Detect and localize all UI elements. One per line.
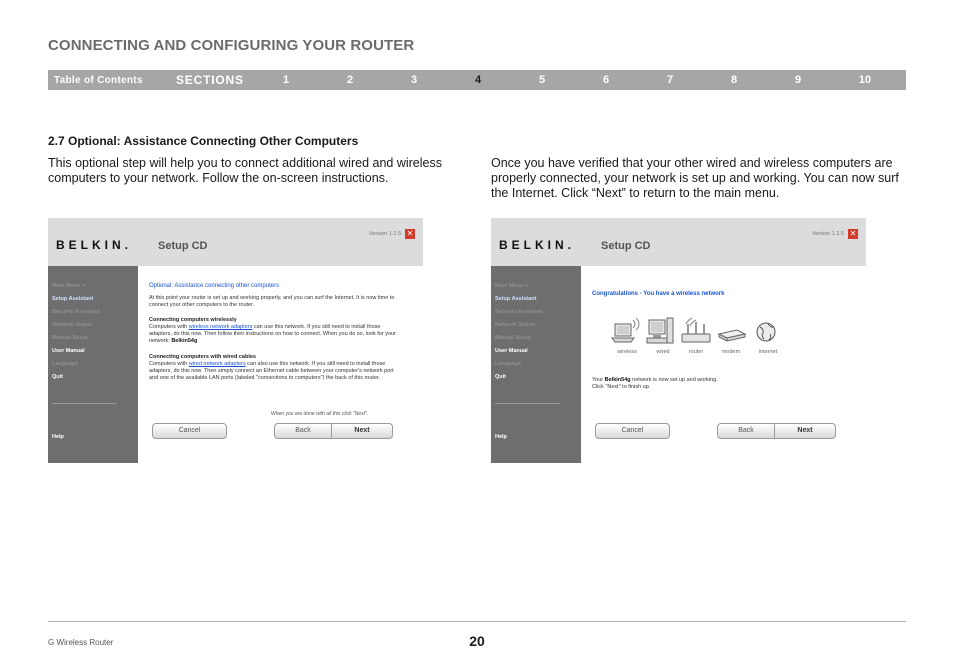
label-wireless: wireless — [617, 349, 637, 355]
sidebar-item-setup-assistant[interactable]: Setup Assistant — [52, 296, 94, 302]
sidebar-item-help[interactable]: Help — [495, 434, 507, 440]
status-text — [592, 377, 847, 384]
nav-section-6[interactable]: 6 — [602, 74, 610, 86]
sidebar-item-network-status[interactable]: Network Status — [52, 322, 93, 328]
nav-sections-label: SECTIONS — [176, 73, 244, 87]
nav-section-3[interactable]: 3 — [410, 74, 418, 86]
nav-section-4[interactable]: 4 — [474, 74, 482, 86]
back-button[interactable]: Back — [274, 423, 332, 439]
cancel-button[interactable]: Cancel — [152, 423, 227, 439]
setup-cd-title: Setup CD — [158, 240, 208, 252]
sidebar-item-language[interactable]: Language — [52, 361, 78, 367]
content-title: Optional: Assistance connecting other computers — [149, 283, 280, 289]
setup-sidebar — [48, 266, 138, 463]
label-internet: internet — [758, 349, 778, 355]
wired-heading: Connecting computers with wired cables — [149, 354, 256, 360]
sidebar-item-network-status[interactable]: Network Status — [495, 322, 536, 328]
next-button[interactable]: Next — [774, 423, 836, 439]
sidebar-item-security-assistant[interactable]: Security Assistant — [52, 309, 100, 315]
nav-section-9[interactable]: 9 — [794, 74, 802, 86]
nav-section-7[interactable]: 7 — [666, 74, 674, 86]
next-button[interactable]: Next — [331, 423, 393, 439]
footer-product: G Wireless Router — [48, 638, 114, 647]
setup-window-header — [48, 218, 423, 266]
setup-cd-title: Setup CD — [601, 240, 651, 252]
label-wired: wired — [656, 349, 670, 355]
next-note: When you are done with all this click "Next". — [271, 411, 369, 417]
sidebar-item-setup-assistant[interactable]: Setup Assistant — [495, 296, 537, 302]
network-name: Belkin54g — [171, 338, 198, 344]
sidebar-item-main-menu[interactable]: Main Menu > — [495, 283, 529, 289]
network-name: Belkin54g — [604, 377, 631, 383]
wireless-heading: Connecting computers wirelessly — [149, 317, 237, 323]
footer-divider — [48, 621, 906, 622]
setup-sidebar — [491, 266, 581, 463]
wireless-text-post: can use this network. If you still need to install those adapters, do this now. Then follow their instructions on how to connect. When you do so, look for your network: — [149, 324, 396, 344]
wired-text-post: can also use this network. If you still need to install those adapters, do this now. Then simply connect an Ethernet cable between your computer's network port and one of the available LAN ports (labeled "connections to computers") the back of this router. — [149, 361, 394, 381]
nav-section-10[interactable]: 10 — [858, 74, 872, 86]
setup-window-optional — [48, 218, 423, 463]
sidebar-divider — [495, 403, 560, 404]
sidebar-item-manual-setup[interactable]: Manual Setup — [495, 335, 531, 341]
nav-section-2[interactable]: 2 — [346, 74, 354, 86]
status-text-post: network is now set up and working. — [630, 377, 718, 383]
sidebar-item-user-manual[interactable]: User Manual — [52, 348, 85, 354]
nav-table-of-contents[interactable]: Table of Contents — [54, 75, 143, 86]
nav-section-8[interactable]: 8 — [730, 74, 738, 86]
sidebar-item-user-manual[interactable]: User Manual — [495, 348, 528, 354]
internet-globe-icon — [746, 314, 786, 353]
finish-instruction: Click "Next" to finish up. — [592, 384, 651, 390]
router-icon — [676, 314, 716, 353]
sidebar-item-security-assistant[interactable]: Security Assistant — [495, 309, 543, 315]
nav-section-5[interactable]: 5 — [538, 74, 546, 86]
sidebar-item-quit[interactable]: Quit — [495, 374, 506, 380]
wireless-text-pre: Computers with — [149, 324, 189, 330]
wired-desktop-icon — [641, 314, 681, 353]
wireless-adapters-link[interactable]: wireless network adapters — [188, 324, 253, 330]
page-header: CONNECTING AND CONFIGURING YOUR ROUTER — [48, 37, 415, 54]
setup-window-header — [491, 218, 866, 266]
sidebar-item-manual-setup[interactable]: Manual Setup — [52, 335, 88, 341]
intro-text-left: This optional step will help you to connect additional wired and wireless computers to your network. Follow the on-screen instructions. — [48, 156, 442, 185]
version-label: Version 1.1.5 — [811, 231, 844, 237]
wired-text-pre: Computers with — [149, 361, 189, 367]
page-number: 20 — [469, 633, 485, 649]
sidebar-item-help[interactable]: Help — [52, 434, 64, 440]
version-label: Version 1.1.5 — [368, 231, 401, 237]
section-nav-bar — [48, 70, 906, 90]
nav-section-1[interactable]: 1 — [282, 74, 290, 86]
close-icon[interactable]: ✕ — [849, 229, 857, 238]
wired-instructions — [149, 361, 404, 382]
label-router: router — [688, 349, 704, 355]
sidebar-divider — [52, 403, 117, 404]
status-text-pre: Your — [592, 377, 605, 383]
setup-window-congratulations — [491, 218, 866, 463]
sidebar-item-language[interactable]: Language — [495, 361, 521, 367]
cancel-button[interactable]: Cancel — [595, 423, 670, 439]
setup-content — [138, 266, 423, 463]
sidebar-item-main-menu[interactable]: Main Menu > — [52, 283, 86, 289]
label-modem: modem — [721, 349, 741, 355]
wireless-instructions — [149, 324, 404, 345]
back-button[interactable]: Back — [717, 423, 775, 439]
belkin-logo: BELKIN. — [56, 238, 132, 252]
content-title: Congratulations - You have a wireless network — [592, 291, 725, 297]
sidebar-item-quit[interactable]: Quit — [52, 374, 63, 380]
setup-content — [581, 266, 866, 463]
modem-icon — [711, 314, 751, 353]
close-icon[interactable]: ✕ — [406, 229, 414, 238]
belkin-logo: BELKIN. — [499, 238, 575, 252]
content-intro: At this point your router is set up and working properly, and you can surf the Internet. It is now time to connect your other computers to the router. — [149, 295, 395, 308]
section-heading: 2.7 Optional: Assistance Connecting Other Computers — [48, 134, 359, 148]
wired-adapters-link[interactable]: wired network adapters — [188, 361, 246, 367]
intro-text-right: Once you have verified that your other wired and wireless computers are properly connected, your network is set up and working. You can now surf the Internet. Click “Next” to return to the main menu. — [491, 156, 899, 200]
